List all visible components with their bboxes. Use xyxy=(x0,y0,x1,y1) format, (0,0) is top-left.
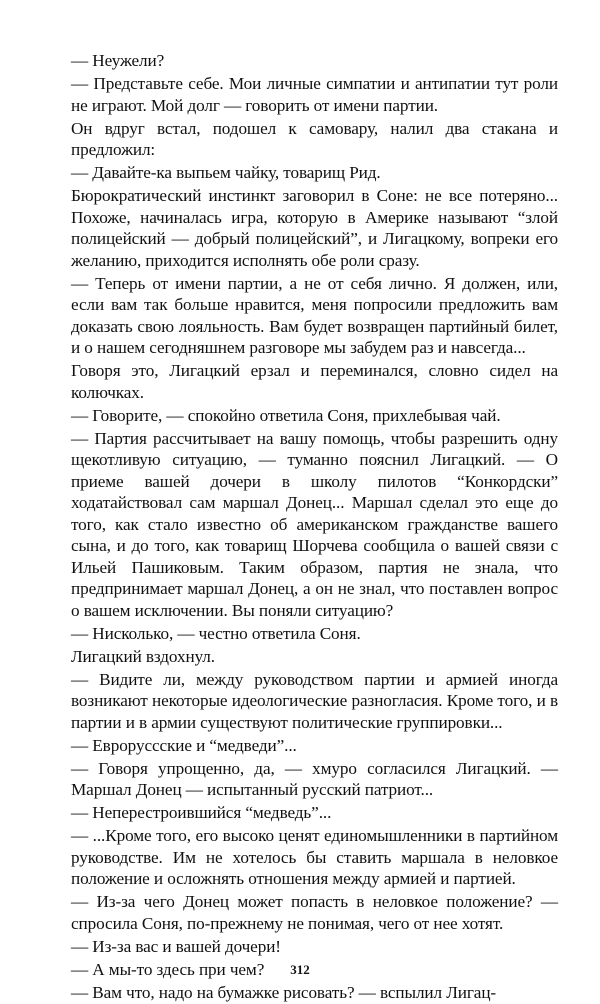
paragraph: — Евроруссские и “медведи”... xyxy=(71,735,297,755)
paragraph: Говоря это, Лигацкий ерзал и переминался, словно сидел на колючках. xyxy=(71,361,558,402)
paragraph: — Неперестроившийся “медведь”... xyxy=(71,803,332,822)
paragraph: Лигацкий вздохнул. xyxy=(71,646,215,666)
paragraph: — Партия рассчитывает на вашу помощь, чтобы разрешить одну щекотливую ситуацию, — туманно пояснил Лигацкий. — О приеме вашей дочери в школу пилотов “Конкордски” ходатайствовал сам маршал Донец... Маршал сделал это еще до того, как стало известно об американском гражданстве вашего сына, и до того, как товарищ Шорчева сообщила о вашей связи с Ильей Пашиковым. Таким образом, партия не знала, что предпринимает маршал Донец, а он не знал, что поставлен вопрос о вашем исключении. Вы поняли ситуацию? xyxy=(71,428,558,620)
paragraph: — Видите ли, между руководством партии и армией иногда возникают некоторые идеологические разногласия. Кроме того, и в партии и в армии существуют политические группировки... xyxy=(71,669,558,732)
paragraph: — Представьте себе. Мои личные симпатии и антипатии тут роли не играют. Мой долг — говорить от имени партии. xyxy=(71,74,558,115)
paragraph: — Нисколько, — честно ответила Соня. xyxy=(71,623,361,643)
paragraph: — Говорите, — спокойно ответила Соня, прихлебывая чай. xyxy=(71,405,501,425)
paragraph: — Из-за вас и вашей дочери! xyxy=(71,936,281,956)
paragraph: — ...Кроме того, его высоко ценят единомышленники в партийном руководстве. Им не хотелось бы ставить маршала в неловкое положение и осложнять отношения между армией и партией. xyxy=(71,826,558,888)
paragraph: — Неужели? xyxy=(71,51,165,70)
paragraph: — Из-за чего Донец может попасть в неловкое положение? — спросила Соня, по-прежнему не понимая, чего от нее хотят. xyxy=(71,892,558,933)
paragraph: Бюрократический инстинкт заговорил в Соне: не все потеряно... Похоже, начиналась игра, которую в Америке называют “злой полицейский — добрый полицейский”, и Лигацкому, вопреки его желанию, приходится исполнять обе роли сразу. xyxy=(71,186,558,270)
paragraph: — А мы-то здесь при чем? xyxy=(71,959,265,979)
page-number: 312 xyxy=(290,962,310,977)
paragraph: — Теперь от имени партии, а не от себя лично. Я должен, или, если вам так больше нравится, меня попросили предложить вам доказать свою лояльность. Вам будет возвращен партийный билет, и о нашем сегодняшнем разговоре мы забудем раз и навсегда... xyxy=(71,273,558,357)
paragraph: — Вам что, надо на бумажке рисовать? — вспылил Лигац- xyxy=(71,982,497,1002)
paragraph: Он вдруг встал, подошел к самовару, налил два стакана и предложил: xyxy=(71,118,558,159)
paragraph: — Давайте-ка выпьем чайку, товарищ Рид. xyxy=(71,163,381,182)
paragraph: — Говоря упрощенно, да, — хмуро согласился Лигацкий. — Маршал Донец — испытанный русский патриот... xyxy=(71,758,558,799)
